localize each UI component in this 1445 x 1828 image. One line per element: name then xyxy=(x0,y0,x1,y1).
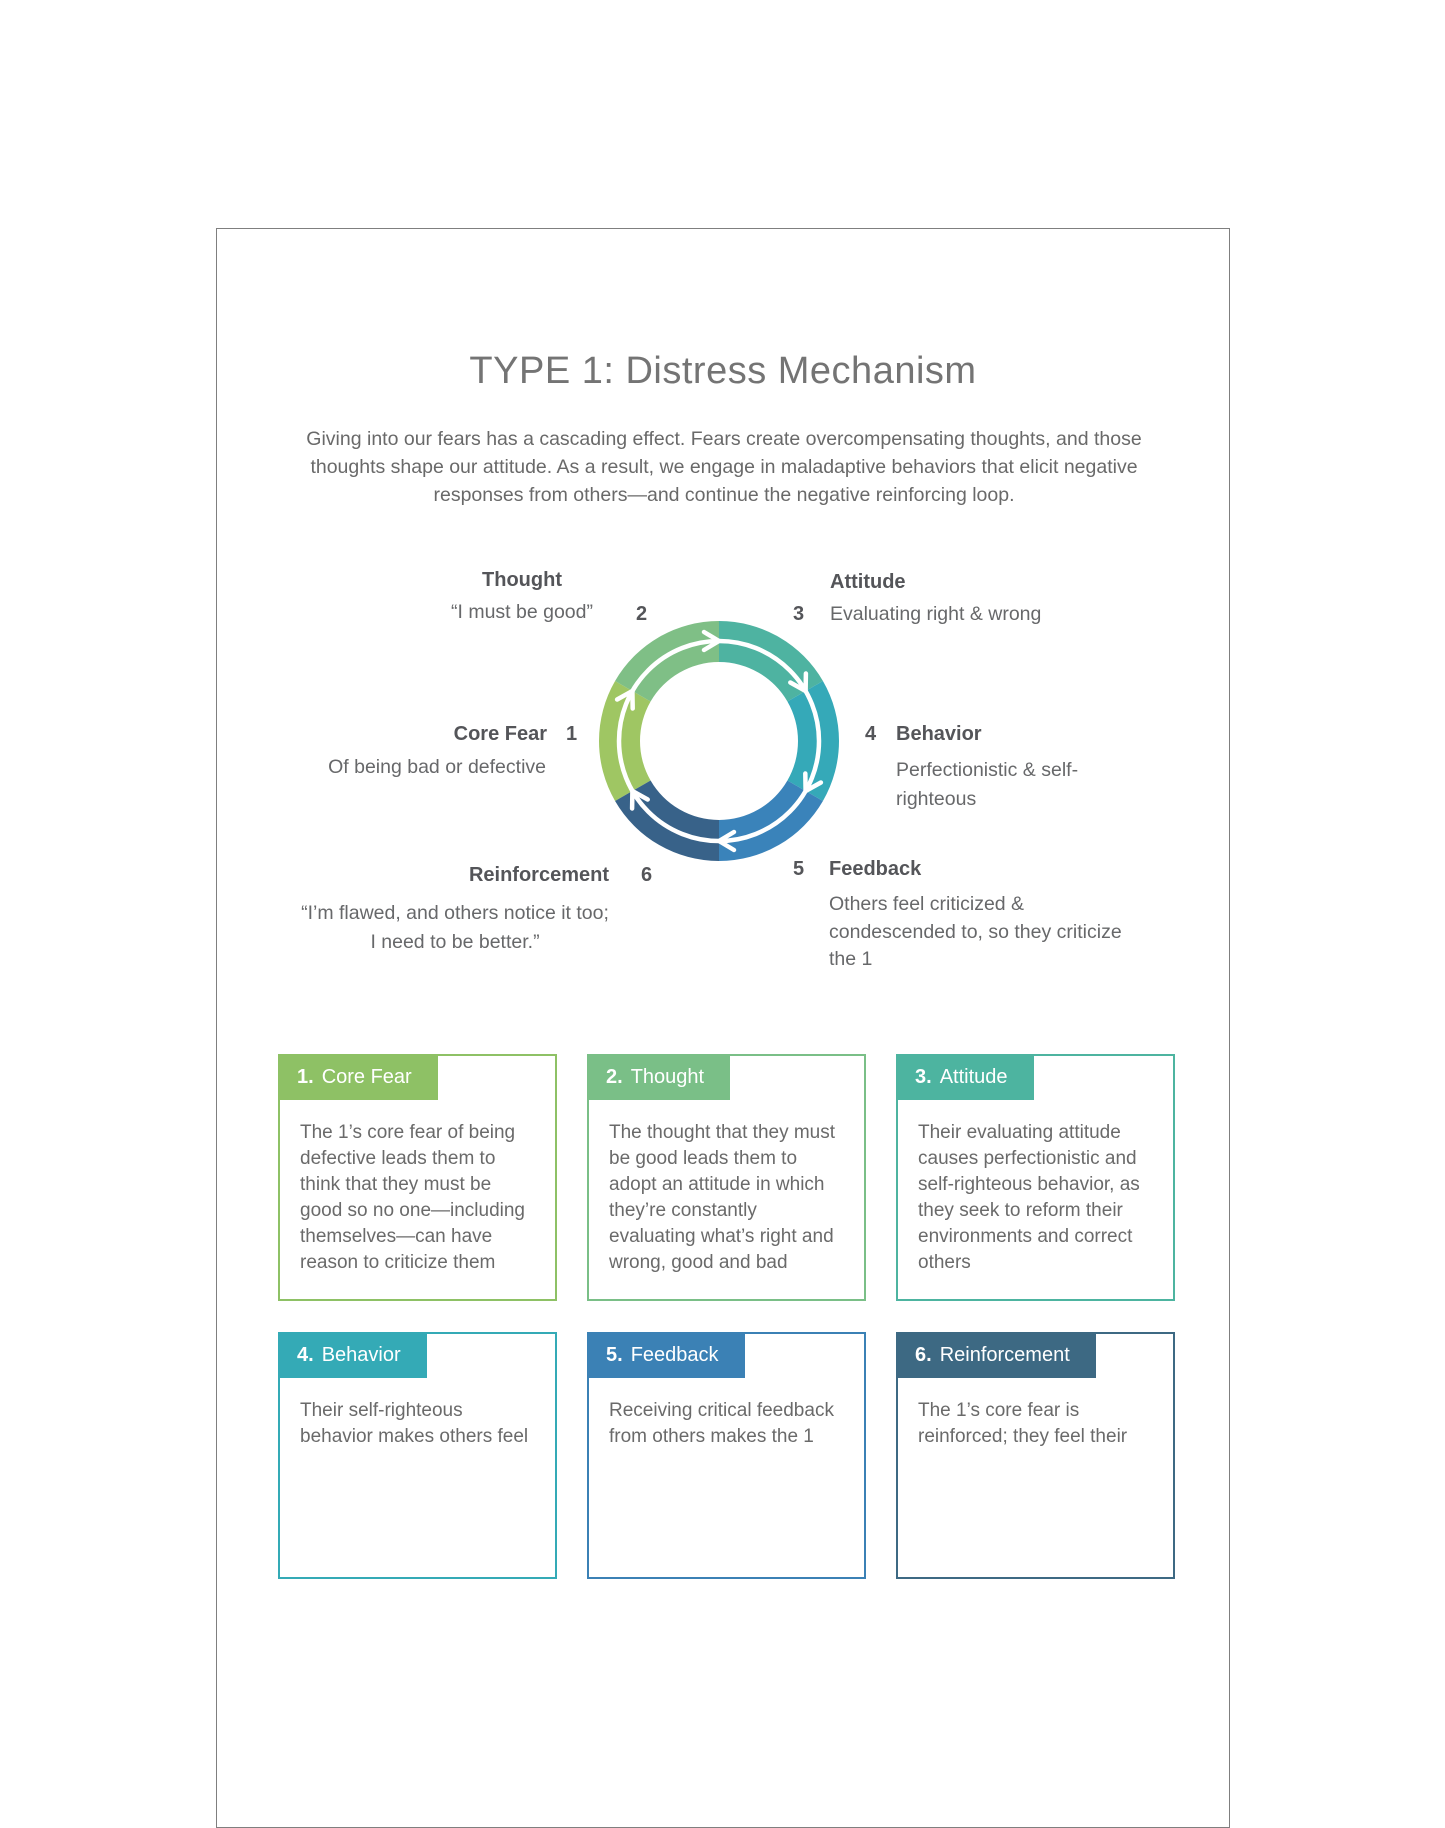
card-title: Feedback xyxy=(630,1344,719,1366)
card-body: The 1’s core fear of being defective leads them to think that they must be good so no one—including themselves—can have reason to criticize them xyxy=(300,1122,526,1273)
cycle-label-thought xyxy=(431,569,613,624)
card-thought xyxy=(587,1054,866,1301)
cycle-segment-4 xyxy=(787,681,839,801)
document-page xyxy=(216,228,1230,1828)
cycle-number-1: 1 xyxy=(566,723,578,745)
card-body: The 1’s core fear is reinforced; they feel their xyxy=(918,1400,1128,1447)
card-body: The thought that they must be good leads them to adopt an attitude in which they’re constantly evaluating what’s right and wrong, good and bad xyxy=(609,1122,836,1273)
card-core-fear xyxy=(278,1054,557,1301)
behavior-title: Behavior xyxy=(896,723,982,745)
cycle-flow-circle xyxy=(619,641,819,841)
core-fear-title: Core Fear xyxy=(453,723,547,745)
intro-paragraph: Giving into our fears has a cascading effect. Fears create overcompensating thoughts, and those thoughts shape our attitude. As a result, we engage in maladaptive behaviors that elicit negative responses from others—and continue the negative reinforcing loop. xyxy=(306,428,1142,506)
reinforcement-desc: “I’m flawed, and others notice it too; I need to be better.” xyxy=(301,902,609,953)
attitude-desc: Evaluating right & wrong xyxy=(830,603,1042,625)
reinforcement-title: Reinforcement xyxy=(468,864,609,886)
card-number: 6. xyxy=(915,1344,932,1366)
card-title: Core Fear xyxy=(321,1066,412,1088)
card-title: Reinforcement xyxy=(939,1344,1070,1366)
card-header xyxy=(587,1054,730,1100)
card-title: Attitude xyxy=(939,1066,1008,1088)
card-header xyxy=(896,1332,1096,1378)
behavior-desc: Perfectionistic & self-righteous xyxy=(896,759,1079,810)
card-body: Their self-righteous behavior makes others feel xyxy=(300,1400,529,1447)
cycle-number-4: 4 xyxy=(865,723,877,745)
cycle-number-2: 2 xyxy=(636,603,648,625)
card-header xyxy=(587,1332,745,1378)
thought-title: Thought xyxy=(482,569,562,591)
feedback-desc: Others feel criticized & condescended to, so they criticize the 1 xyxy=(829,893,1122,970)
card-feedback xyxy=(587,1332,866,1579)
page-title: TYPE 1: Distress Mechanism xyxy=(469,350,977,392)
card-body: Their evaluating attitude causes perfectionistic and self-righteous behavior, as they seek to reform their environments and correct others xyxy=(918,1122,1140,1273)
card-title: Behavior xyxy=(321,1344,401,1366)
cycle-number-5: 5 xyxy=(793,858,805,880)
core-fear-desc: Of being bad or defective xyxy=(328,756,546,778)
card-number: 5. xyxy=(606,1344,623,1366)
card-behavior xyxy=(278,1332,557,1579)
card-number: 3. xyxy=(915,1066,932,1088)
cycle-number-6: 6 xyxy=(641,864,653,886)
card-number: 2. xyxy=(606,1066,623,1088)
cycle-segment-1 xyxy=(599,681,651,801)
card-number: 4. xyxy=(297,1344,314,1366)
card-attitude xyxy=(896,1054,1175,1301)
feedback-title: Feedback xyxy=(829,858,922,880)
card-body: Receiving critical feedback from others makes the 1 xyxy=(609,1400,834,1447)
attitude-title: Attitude xyxy=(830,571,906,593)
card-number: 1. xyxy=(297,1066,314,1088)
cycle-diagram xyxy=(589,611,849,871)
card-header xyxy=(278,1054,438,1100)
thought-desc: “I must be good” xyxy=(451,601,593,623)
card-header xyxy=(278,1332,427,1378)
card-header xyxy=(896,1054,1034,1100)
cycle-number-3: 3 xyxy=(793,603,805,625)
card-title: Thought xyxy=(630,1066,705,1088)
card-reinforcement xyxy=(896,1332,1175,1579)
